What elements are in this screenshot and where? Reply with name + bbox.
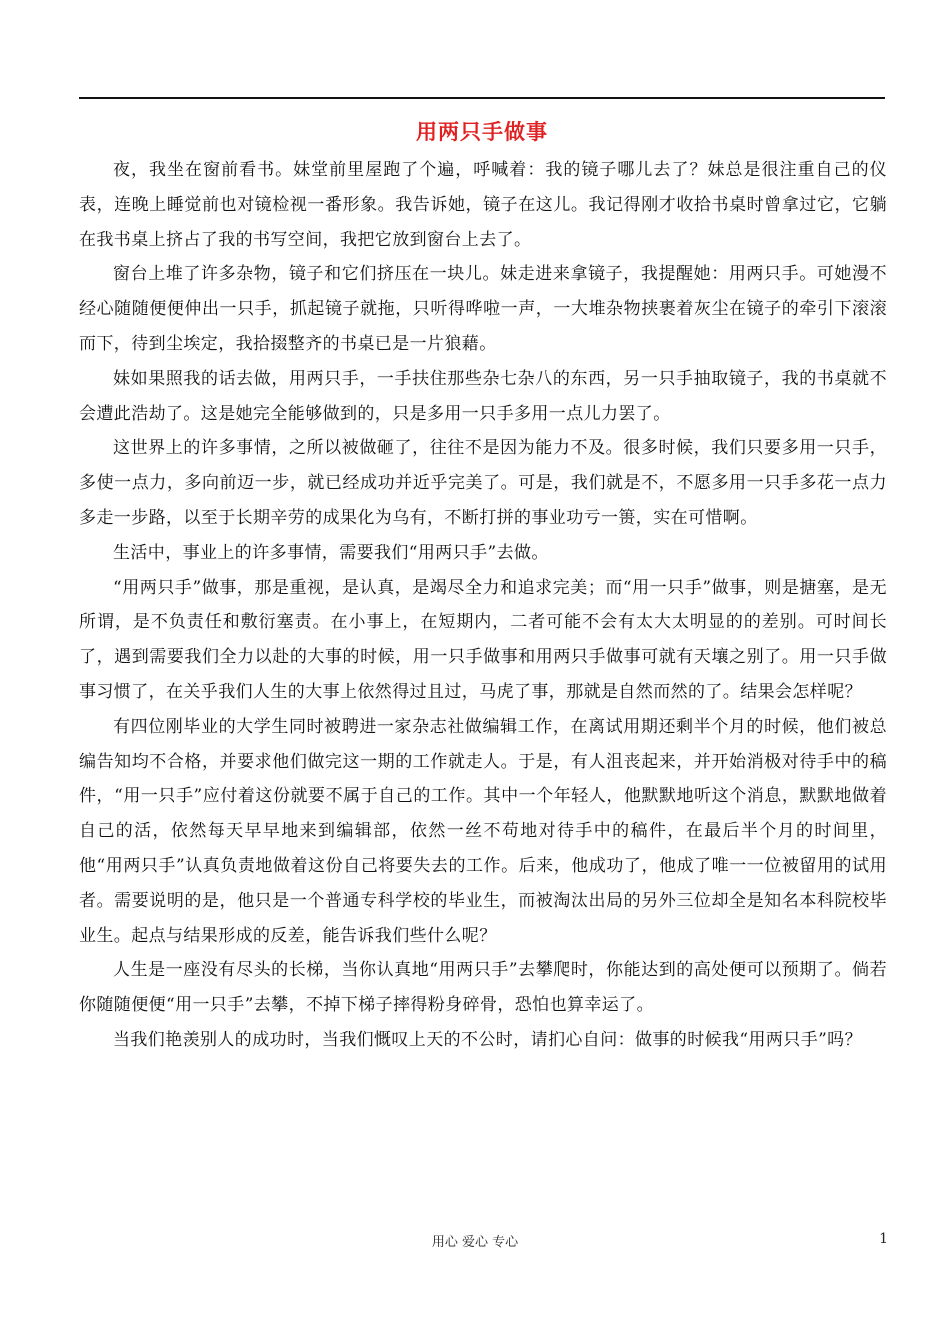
- paragraph: “用两只手”做事，那是重视，是认真，是竭尽全力和追求完美；而“用一只手”做事，则是搪塞，是无所谓，是不负责任和敷衍塞责。在小事上，在短期内，二者可能不会有太大太明显的的差别。可时间长了，遇到需要我们全力以赴的大事的时候，用一只手做事和用两只手做事可就有天壤之别了。用一只手做事习惯了，在关乎我们人生的大事上依然得过且过，马虎了事，那就是自然而然的了。结果会怎样呢？: [79, 577, 887, 702]
- paragraph: 生活中，事业上的许多事情，需要我们“用两只手”去做。: [113, 542, 549, 563]
- footer-slogan: 用心 爱心 专心: [431, 1235, 519, 1250]
- paragraph: 人生是一座没有尽头的长梯，当你认真地“用两只手”去攀爬时，你能达到的高处便可以预期了。倘若你随随便便“用一只手”去攀，不掉下梯子摔得粉身碎骨，恐怕也算幸运了。: [79, 960, 887, 1016]
- paragraph: 妹如果照我的话去做，用两只手，一手扶住那些杂七杂八的东西，另一只手抽取镜子，我的书桌就不会遭此浩劫了。这是她完全能够做到的，只是多用一只手多用一点儿力罢了。: [79, 368, 887, 424]
- paragraph: 这世界上的许多事情，之所以被做砸了，往往不是因为能力不及。很多时候，我们只要多用一只手，多使一点力，多向前迈一步，就已经成功并近乎完美了。可是，我们就是不，不愿多用一只手多花一点力多走一步路，以至于长期辛劳的成果化为乌有，不断打拼的事业功亏一篑，实在可惜啊。: [79, 438, 887, 528]
- paragraph: 夜，我坐在窗前看书。妹堂前里屋跑了个遍，呼喊着：我的镜子哪儿去了？妹总是很注重自己的仪表，连晚上睡觉前也对镜检视一番形象。我告诉她，镜子在这儿。我记得刚才收拾书桌时曾拿过它，它躺在我书桌上挤占了我的书写空间，我把它放到窗台上去了。: [79, 160, 887, 250]
- paragraph: 有四位刚毕业的大学生同时被聘进一家杂志社做编辑工作，在离试用期还剩半个月的时候，他们被总编告知均不合格，并要求他们做完这一期的工作就走人。于是，有人沮丧起来，并开始消极对待手中的稿件，“用一只手”应付着这份就要不属于自己的工作。其中一个年轻人，他默默地听这个消息，默默地做着自己的活，依然每天早早地来到编辑部，依然一丝不苟地对待手中的稿件，在最后半个月的时间里，他“用两只手”认真负责地做着这份自己将要失去的工作。后来，他成功了，他成了唯一一位被留用的试用者。需要说明的是，他只是一个普通专科学校的毕业生，而被淘汰出局的另外三位却全是知名本科院校毕业生。起点与结果形成的反差，能告诉我们些什么呢？: [79, 716, 887, 946]
- paragraph: 窗台上堆了许多杂物，镜子和它们挤压在一块儿。妹走进来拿镜子，我提醒她：用两只手。可她漫不经心随随便便伸出一只手，抓起镜子就拖，只听得哗啦一声，一大堆杂物挟裹着灰尘在镜子的牵引下滚滚而下，待到尘埃定，我拾掇整齐的书桌已是一片狼藉。: [79, 264, 887, 354]
- page-number: 1: [879, 1231, 888, 1247]
- header-rule: [79, 97, 885, 99]
- page-footer: [0, 1229, 950, 1253]
- article-title: 用两只手做事: [416, 119, 548, 144]
- paragraph: 当我们艳羡别人的成功时，当我们慨叹上天的不公时，请扪心自问：做事的时候我“用两只手”吗？: [113, 1029, 862, 1050]
- article-body: [79, 153, 887, 1058]
